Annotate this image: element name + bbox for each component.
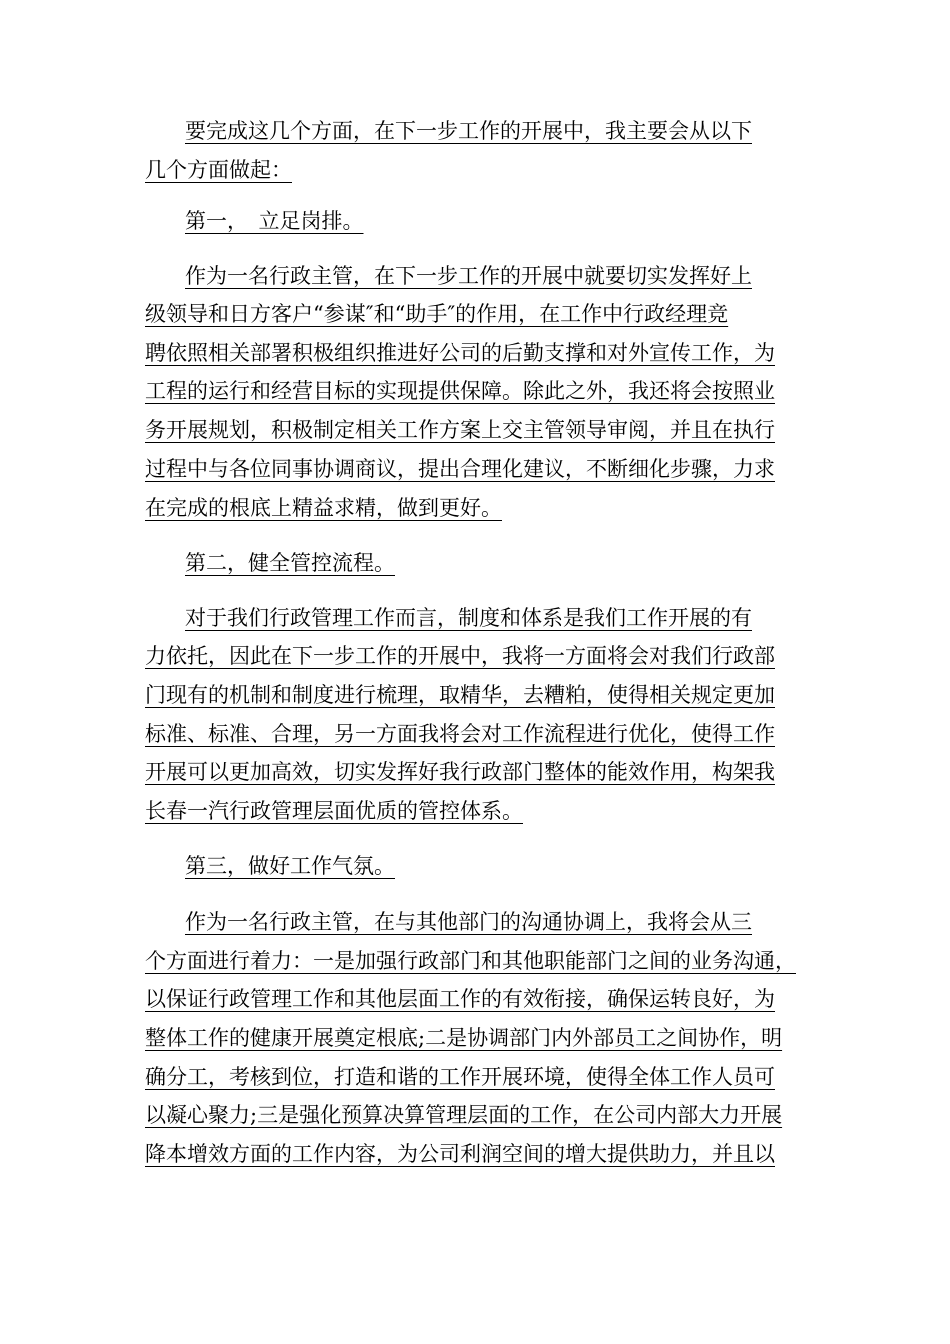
paragraph-3-line-6: 以凝心聚力;三是强化预算决算管理层面的工作，在公司内部大力开展 [145, 1103, 783, 1127]
paragraph-3-line-4: 整体工作的健康开展奠定根底;二是协调部门内外部员工之间协作，明 [145, 1026, 783, 1050]
paragraph-1-line-1: 作为一名行政主管，在下一步工作的开展中就要切实发挥好上 [185, 264, 752, 288]
paragraph-2-line-1: 对于我们行政管理工作而言，制度和体系是我们工作开展的有 [185, 606, 752, 630]
paragraph-intro-line-1: 要完成这几个方面，在下一步工作的开展中，我主要会从以下 [185, 119, 752, 143]
paragraph-3-line-2: 个方面进行着力：一是加强行政部门和其他职能部门之间的业务沟通， [145, 949, 796, 973]
paragraph-3-line-7: 降本增效方面的工作内容，为公司利润空间的增大提供助力，并且以 [145, 1142, 775, 1166]
paragraph-3-line-1: 作为一名行政主管，在与其他部门的沟通协调上，我将会从三 [185, 910, 752, 934]
paragraph-3-line-3: 以保证行政管理工作和其他层面工作的有效衔接，确保运转良好，为 [145, 987, 775, 1011]
paragraph-intro-line-2: 几个方面做起： [145, 158, 292, 182]
section-heading-1: 第一， 立足岗排。 [185, 209, 364, 233]
paragraph-1-line-7: 在完成的根底上精益求精，做到更好。 [145, 496, 502, 520]
paragraph-1-line-6: 过程中与各位同事协调商议，提出合理化建议，不断细化步骤，力求 [145, 457, 775, 481]
section-heading-3: 第三，做好工作气氛。 [185, 854, 395, 878]
paragraph-1-line-5: 务开展规划，积极制定相关工作方案上交主管领导审阅，并且在执行 [145, 418, 775, 442]
paragraph-1-line-3: 聘依照相关部署积极组织推进好公司的后勤支撑和对外宣传工作，为 [145, 341, 775, 365]
paragraph-2-line-6: 长春一汽行政管理层面优质的管控体系。 [145, 799, 523, 823]
paragraph-1-line-2: 级领导和日方客户“参谋″和“助手″的作用，在工作中行政经理竞 [145, 302, 729, 326]
section-heading-2: 第二，健全管控流程。 [185, 551, 395, 575]
paragraph-2-line-2: 力依托，因此在下一步工作的开展中，我将一方面将会对我们行政部 [145, 644, 775, 668]
paragraph-2-line-4: 标准、标准、合理，另一方面我将会对工作流程进行优化，使得工作 [145, 722, 775, 746]
paragraph-2-line-5: 开展可以更加高效，切实发挥好我行政部门整体的能效作用，构架我 [145, 760, 775, 784]
paragraph-3-line-5: 确分工，考核到位，打造和谐的工作开展环境，使得全体工作人员可 [145, 1065, 775, 1089]
paragraph-1-line-4: 工程的运行和经营目标的实现提供保障。除此之外，我还将会按照业 [145, 379, 775, 403]
paragraph-2-line-3: 门现有的机制和制度进行梳理，取精华，去糟粕，使得相关规定更加 [145, 683, 775, 707]
